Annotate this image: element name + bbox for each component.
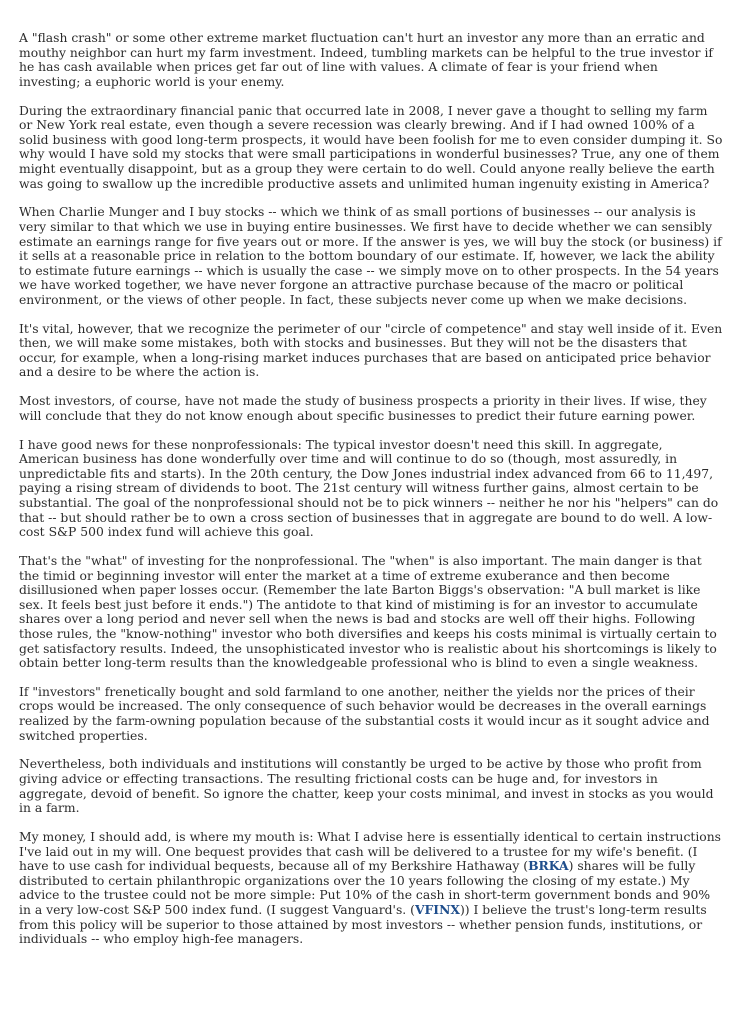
article-paragraph: If "investors" frenetically bought and sold farmland to one another, neither the yields nor the prices of their crops would be increased. The only consequence of such behavior would be decreases in the overall earnings realized by the farm-owning population because of the substantial costs it would incur as it sought advice and switched properties. bbox=[19, 684, 710, 743]
article-paragraph: A "flash crash" or some other extreme market fluctuation can't hurt an investor any more than an erratic and mouthy neighbor can hurt my farm investment. Indeed, tumbling markets can be helpful to the true investor if he has cash available when prices get far out of line with values. A climate of fear is your friend when investing; a euphoric world is your enemy. bbox=[19, 31, 713, 89]
article-paragraph: During the extraordinary financial panic that occurred late in 2008, I never gave a thought to selling my farm or New York real estate, even though a severe recession was clearly brewing. And if I had owned 100% of a solid business with good long-term prospects, it would have been foolish for me to even consider dumping it. So why would I have sold my stocks that were small participations in wonderful businesses? True, any one of them might eventually disappoint, but as a group they were certain to do well. Could anyone really believe the earth was going to swallow up the incredible productive assets and unlimited human ingenuity existing in America? bbox=[19, 103, 723, 191]
article-paragraph-final bbox=[19, 830, 723, 947]
final-text-part2: ) shares will be fully distributed to certain philanthropic organizations over the 10 years following the closing of my estate.) My advice to the trustee could not be more simple: Put 10% of the cash in short-term government bonds and 90% in a very low-cost S&P 500 index fund. (I suggest Vanguard's. ( bbox=[19, 859, 711, 917]
article-body bbox=[19, 31, 723, 961]
article-paragraph: I have good news for these nonprofessionals: The typical investor doesn't need this skill. In aggregate, American business has done wonderfully over time and will continue to do so (though, most assuredly, in unpredictable fits and starts). In the 20th century, the Dow Jones industrial index advanced from 66 to 11,497, paying a rising stream of dividends to boot. The 21st century will witness further gains, almost certain to be substantial. The goal of the nonprofessional should not be to pick winners -- neither he nor his "helpers" can do that -- but should rather be to own a cross section of businesses that in aggregate are bound to do well. A low-cost S&P 500 index fund will achieve this goal. bbox=[19, 437, 719, 540]
article-paragraph: When Charlie Munger and I buy stocks -- which we think of as small portions of businesses -- our analysis is very similar to that which we use in buying entire businesses. We first have to decide whether we can sensibly estimate an earnings range for five years out or more. If the answer is yes, we will buy the stock (or business) if it sells at a reasonable price in relation to the bottom boundary of our estimate. If, however, we lack the ability to estimate future earnings -- which is usually the case -- we simply move on to other prospects. In the 54 years we have worked together, we have never forgone an attractive purchase because of the macro or political environment, or the views of other people. In fact, these subjects never come up when we make decisions. bbox=[19, 205, 722, 307]
article-paragraph: That's the "what" of investing for the nonprofessional. The "when" is also important. The main danger is that the timid or beginning investor will enter the market at a time of extreme exuberance and then become disillusioned when paper losses occur. (Remember the late Barton Biggs's observation: "A bull market is like sex. It feels best just before it ends.") The antidote to that kind of mistiming is for an investor to accumulate shares over a long period and never sell when the news is bad and stocks are well off their highs. Following those rules, the "know-nothing" investor who both diversifies and keeps his costs minimal is virtually certain to get satisfactory results. Indeed, the unsophisticated investor who is realistic about his shortcomings is likely to obtain better long-term results than the knowledgeable professional who is blind to even a single weakness. bbox=[19, 553, 717, 671]
article-paragraph: Most investors, of course, have not made the study of business prospects a priority in their lives. If wise, they will conclude that they do not know enough about specific businesses to predict their future earning power. bbox=[19, 394, 707, 423]
final-text-part1: My money, I should add, is where my mouth is: What I advise here is essentially identical to certain instructions I've laid out in my will. One bequest provides that cash will be delivered to a trustee for my wife's benefit. (I have to use cash for individual bequests, because all of my Berkshire Hathaway ( bbox=[19, 830, 722, 874]
ticker-link-vfinx[interactable]: VFINX bbox=[414, 901, 460, 917]
article-paragraph: Nevertheless, both individuals and institutions will constantly be urged to be active by those who profit from giving advice or effecting transactions. The resulting frictional costs can be huge and, for investors in aggregate, devoid of benefit. So ignore the chatter, keep your costs minimal, and invest in stocks as you would in a farm. bbox=[19, 757, 714, 816]
final-text-part3: )) I believe the trust's long-term results from this policy will be superior to those attained by most investors -- whether pension funds, institutions, or individuals -- who employ high-fee managers. bbox=[19, 902, 707, 947]
ticker-link-brka[interactable]: BRKA bbox=[528, 858, 569, 874]
article-paragraph: It's vital, however, that we recognize the perimeter of our "circle of competence" and stay well inside of it. Even then, we will make some mistakes, both with stocks and businesses. But they will not be the disasters that occur, for example, when a long-rising market induces purchases that are based on anticipated price behavior and a desire to be where the action is. bbox=[19, 321, 723, 380]
